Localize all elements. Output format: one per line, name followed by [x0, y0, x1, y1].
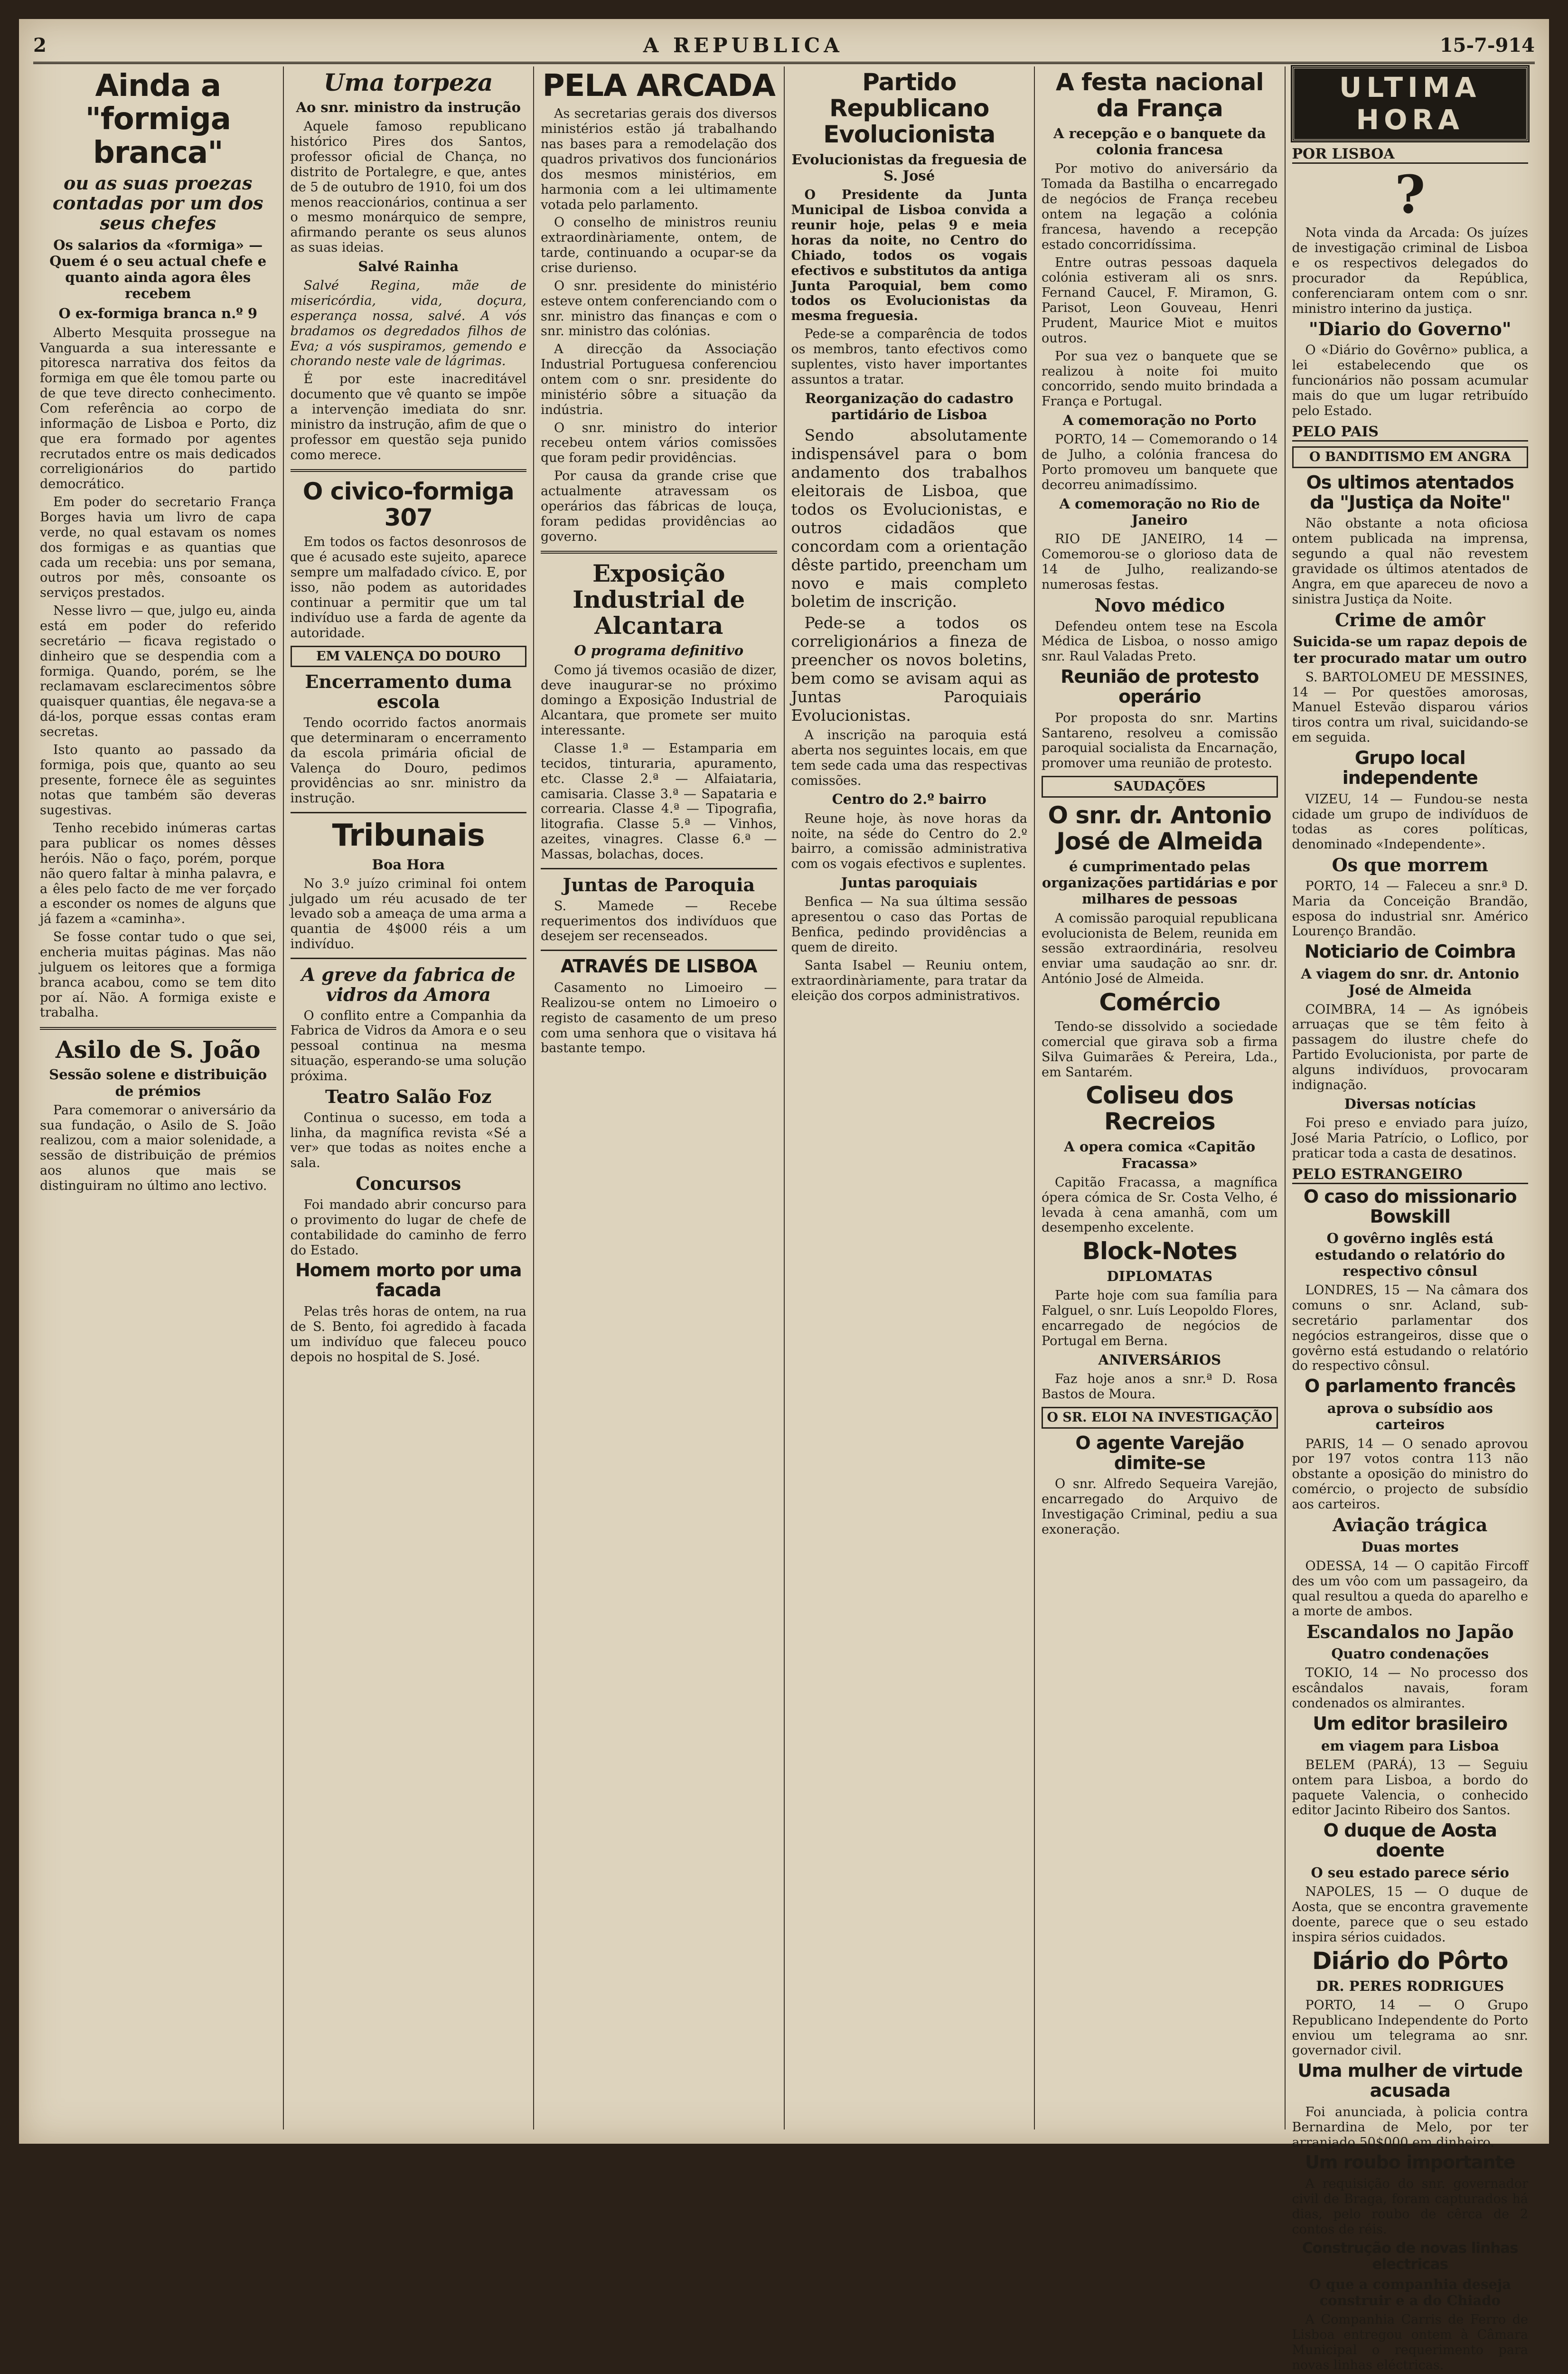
article-text: Tenho recebido inúmeras cartas para publicar os nomes dêsses heróis. Não o faço, porém, porque não quero faltar à minha palavra, e a êles pelo facto de me ver forçado a esconder os nomes de alguns que já fazem a «caminha». — [40, 821, 276, 927]
headline: Uma mulher de virtude acusada — [1297, 2060, 1523, 2101]
article-text: VIZEU, 14 — Fundou-se nesta cidade um grupo de indivíduos de todas as cores políticas, denominado «Independente». — [1292, 791, 1528, 852]
headline: Construção de novas linhas electricas — [1302, 2239, 1518, 2273]
article-text: LONDRES, 15 — Na câmara dos comuns o snr. Acland, sub-secretário parlamentar dos negócios estrangeiros, disse que o govêrno está estudando o relatório do respectivo cônsul. — [1292, 1283, 1528, 1374]
subheadline: Ao snr. ministro da instrução — [296, 99, 521, 115]
article-text: PORTO, 14 — O Grupo Republicano Independente do Porto enviou um telegrama ao snr. governador civil. — [1292, 1997, 1528, 2058]
article-text: Como já tivemos ocasião de dizer, deve inaugurar-se no próximo domingo a Exposição Industrial de Alcantara, que promete ser muito interessante. — [541, 662, 777, 738]
article-text: A direcção da Associação Industrial Portuguesa conferenciou ontem com o snr. presidente do ministério sôbre a situação da indústria. — [541, 342, 777, 417]
article-text: Foi mandado abrir concurso para o provimento do lugar de chefe de contabilidade do caminho de ferro do Estado. — [290, 1197, 526, 1258]
article-text: Para comemorar o aniversário da sua fundação, o Asilo de S. João realizou, com a maior solenidade, a sessão de distribuição de prémios aos alunos que mais se distinguiram no último ano lectivo. — [40, 1102, 276, 1194]
article-text: Se fosse contar tudo o que sei, encheria muitas páginas. Mas não julguem os leitores que a formiga branca acabou, como se tem dito por aí. Não. A formiga existe e trabalha. — [40, 930, 276, 1020]
newspaper-page — [19, 19, 1549, 2373]
divider — [40, 1027, 276, 1030]
headline-secondary: ou as suas proezas contadas por um dos seus chefes — [52, 172, 263, 234]
headline: Grupo local independente — [1342, 747, 1478, 788]
headline: Ainda a "formiga branca" — [85, 68, 231, 170]
headline: A festa nacional da França — [1055, 68, 1264, 122]
headline: Os que morrem — [1332, 854, 1488, 876]
issue-date: 15-7-914 — [1439, 34, 1535, 57]
article-text: Por motivo do aniversário da Tomada da Bastilha o encarregado de negócios de França recebeu ontem na legação a colónia francesa, havendo a recepção estado concorridíssima. — [1042, 161, 1278, 252]
headline: Encerramento duma escola — [305, 671, 512, 713]
headline: A greve da fabrica de vidros da Amora — [301, 964, 516, 1005]
section-box: EM VALENÇA DO DOURO — [291, 646, 527, 668]
article-text: Isto quanto ao passado da formiga, pois que, quanto ao seu presente, fornece êle as seguintes notas que também são deveras sugestivas. — [40, 742, 276, 818]
article-text: PARIS, 14 — O senado aprovou por 197 votos contra 113 não obstante a oposição do ministro do comércio, o projecto de subsídio aos carteiros. — [1292, 1436, 1528, 1512]
article-text: Aquele famoso republicano histórico Pires dos Santos, professor oficial de Chança, no distrito de Portalegre, e que, antes de 5 de outubro de 1910, foi um dos menos reaccionários, continua a ser o mesmo monárquico de sempre, afirmando perante os seus alunos as suas ideias. — [290, 119, 526, 255]
headline: Os ultimos atentados da "Justiça da Noite" — [1306, 471, 1514, 513]
article-text: Santa Isabel — Reuniu ontem, extraordinàriamente, para tratar da eleição dos corpos administrativos. — [791, 958, 1027, 1003]
article-text: Salvé Regina, mãe de misericórdia, vida, doçura, esperança nossa, salvé. A vós bradamos os degredados filhos de Eva; a vós suspiramos, gemendo e chorando neste vale de lágrimas. — [290, 278, 526, 369]
headline: Block-Notes — [1082, 1237, 1237, 1265]
section-header: PELO ESTRANGEIRO — [1292, 1166, 1529, 1184]
article-text: É por este inacreditável documento que vê quanto se impõe a intervenção imediata do snr. ministro da instrução, afim de que o professor em questão seja punido como merece. — [290, 372, 526, 462]
headline: Asilo de S. João — [55, 1036, 261, 1064]
headline: Crime de amôr — [1335, 609, 1485, 631]
article-text: COIMBRA, 14 — As ignóbeis arruaças que se têm feito à passagem do ilustre chefe do Partido Evolucionista, por parte de alguns indivíduos, provocaram indignação. — [1292, 1002, 1528, 1093]
article-text: ODESSA, 14 — O capitão Fircoff des um vôo com um passageiro, da qual resultou a queda do aparelho e a morte de ambos. — [1292, 1558, 1528, 1619]
headline: Juntas de Paroquia — [563, 874, 755, 895]
column-6 — [1286, 66, 1535, 2373]
article-text: Por proposta do snr. Martins Santareno, resolveu a comissão paroquial socialista da Encarnação, promover uma reunião de protesto. — [1042, 710, 1278, 771]
divider — [291, 812, 527, 813]
subheadline: O programa definitivo — [574, 642, 744, 659]
article-text: Defendeu ontem tese na Escola Médica de Lisboa, o nosso amigo snr. Raul Valadas Preto. — [1042, 619, 1278, 664]
section-header: POR LISBOA — [1292, 146, 1529, 164]
subheadline: Reorganização do cadastro partidário de Lisboa — [805, 390, 1014, 423]
masthead — [33, 28, 1535, 64]
article-text: S. BARTOLOMEU DE MESSINES, 14 — Por questões amorosas, Manuel Estevão disparou vários tiros contra um rival, suicidando-se em seguida. — [1292, 669, 1528, 745]
subheadline: DIPLOMATAS — [1107, 1268, 1213, 1285]
headline: PELA ARCADA — [542, 68, 775, 104]
subheadline: é cumprimentado pelas organizações partidárias e por milhares de pessoas — [1042, 858, 1277, 907]
article-text: RIO DE JANEIRO, 14 — Comemorou-se o glorioso data de 14 de Julho, realizando-se numerosas festas. — [1042, 532, 1278, 592]
article-text: Sendo absolutamente indispensável para o bom andamento dos trabalhos eleitorais de Lisboa, que todos os Evolucionistas, e outros cidadãos que concordam com a orientação dêste partido, preencham um novo e mais completo boletim de inscrição. — [791, 426, 1027, 611]
section-box: O BANDITISMO EM ANGRA — [1292, 446, 1529, 468]
column-2 — [284, 66, 535, 2129]
article-text: Tendo ocorrido factos anormais que determinaram o encerramento da escola primária oficial de Valença do Douro, pedimos providências ao snr. ministro da instrução. — [290, 715, 526, 806]
article-text: S. Mamede — Recebe requerimentos dos indivíduos que desejem ser recenseados. — [541, 898, 777, 944]
article-text: Capitão Fracassa, a magnífica ópera cómica de Sr. Costa Velho, é levada à cena amanhã, com um desempenho excelente. — [1042, 1175, 1278, 1235]
article-text: Pede-se a todos os correligionários a fineza de preencher os novos boletins, bem como se avisam aqui as Juntas Paroquiais Evolucionistas. — [791, 613, 1027, 725]
headline: Noticiario de Coimbra — [1304, 941, 1516, 962]
subheadline: A comemoração no Rio de Janeiro — [1059, 495, 1260, 528]
subheadline: O govêrno inglês está estudando o relatório do respectivo cônsul — [1315, 1230, 1505, 1279]
subheadline: O seu estado parece sério — [1311, 1864, 1509, 1881]
section-box: SAUDAÇÕES — [1042, 776, 1278, 798]
article-text: Faz hoje anos a snr.ª D. Rosa Bastos de Moura. — [1042, 1372, 1278, 1402]
page-number: 2 — [33, 34, 47, 57]
article-text: PORTO, 14 — Faleceu a snr.ª D. Maria da Conceição Brandão, esposa do industrial snr. Américo Lourenço Brandão. — [1292, 878, 1528, 939]
headline: Concursos — [356, 1173, 461, 1195]
article-text: Nota vinda da Arcada: Os juízes de investigação criminal de Lisboa e os respectivos delegados do procurador da República, conferenciaram ontem com o snr. ministro interino da justiça. — [1292, 226, 1528, 316]
article-text: A requisição do snr. governador civil de Braga, foram capturados há dias, pelo roubo de cêrca de 2 contos de réis. — [1292, 2176, 1528, 2237]
subheadline: DR. PERES RODRIGUES — [1316, 1978, 1504, 1994]
headline: Um editor brasileiro — [1313, 1713, 1508, 1734]
article-text: As secretarias gerais dos diversos ministérios estão já trabalhando nas bases para a remodelação dos quadros privativos dos funcionários dos mesmos ministérios, em harmonia com a lei ultimamente votada pelo parlamento. — [541, 106, 777, 212]
article-text: O conselho de ministros reuniu extraordinàriamente, ontem, de tarde, continuando a ocupar-se da crise durienso. — [541, 215, 777, 275]
divider — [541, 950, 777, 951]
article-text: Em todos os factos desonrosos de que é acusado este sujeito, aparece sempre um malfadado cívico. E, por isso, não podem as autoridades continuar a permitir que um tal indivíduo use a farda de agente da autoridade. — [290, 535, 526, 641]
headline: Novo médico — [1094, 594, 1225, 616]
section-box: O SR. ELOI NA INVESTIGAÇÃO — [1042, 1407, 1278, 1429]
subheadline: A comemoração no Porto — [1062, 412, 1257, 429]
article-text: Continua o sucesso, em toda a linha, da magnífica revista «Sé a ver» que todas as noites enche a sala. — [290, 1110, 526, 1171]
column-5 — [1035, 66, 1286, 2129]
subheadline: ANIVERSÁRIOS — [1098, 1351, 1221, 1368]
article-text: TOKIO, 14 — No processo dos escândalos navais, foram condenados os almirantes. — [1292, 1666, 1528, 1711]
article-text: Por causa da grande crise que actualmente atravessam os operários das fábricas de louça, foram pedidas providências ao governo. — [541, 469, 777, 544]
subheadline: A opera comica «Capitão Fracassa» — [1064, 1139, 1256, 1171]
subheadline: Centro do 2.º bairro — [832, 791, 986, 808]
subheadline: Boa Hora — [372, 856, 445, 873]
headline: Aviação trágica — [1333, 1514, 1488, 1536]
article-text: Casamento no Limoeiro — Realizou-se ontem no Limoeiro o registo de casamento de um preso com uma senhora que o visitava há bastante tempo. — [541, 980, 777, 1056]
headline: Um roubo importante — [1305, 2152, 1515, 2173]
article-text: O snr. Alfredo Sequeira Varejão, encarregado do Arquivo de Investigação Criminal, pediu a sua exoneração. — [1042, 1477, 1278, 1537]
column-3 — [534, 66, 785, 2129]
subheadline: Suicida-se um rapaz depois de ter procurado matar um outro — [1293, 633, 1528, 666]
article-text: Pelas três horas de ontem, na rua de S. Bento, foi agredido à facada um indivíduo que faleceu pouco depois no hospital de S. José. — [290, 1304, 526, 1365]
article-text: BELEM (PARÁ), 13 — Seguiu ontem para Lisboa, a bordo do paquete Valencia, o conhecido editor Jacinto Ribeiro dos Santos. — [1292, 1757, 1528, 1818]
headline: Comércio — [1099, 988, 1221, 1016]
article-text: O snr. presidente do ministério esteve ontem conferenciando com o snr. ministro das finanças e com o snr. ministro das colónias. — [541, 278, 777, 339]
subheadline: A viagem do snr. dr. Antonio José de Almeida — [1301, 966, 1520, 999]
article-text: A comissão paroquial republicana evolucionista de Belem, reunida em sessão extraordinária, resolveu enviar uma saudação ao snr. dr. António José de Almeida. — [1042, 911, 1278, 987]
article-text: O snr. ministro do interior recebeu ontem vários comissões que foram pedir providências. — [541, 420, 777, 466]
headline: Homem morto por uma facada — [295, 1260, 522, 1301]
headline: "Diario do Governo" — [1308, 318, 1512, 340]
subheadline: O ex-formiga branca n.º 9 — [58, 305, 258, 322]
headline: O civico-formiga 307 — [302, 478, 514, 532]
subheadline: em viagem para Lisboa — [1321, 1737, 1499, 1754]
headline: Diário do Pôrto — [1312, 1947, 1508, 1975]
article-text: Parte hoje com sua família para Falguel, o snr. Luís Leopoldo Flores, encarregado de negócios de Portugal em Berna. — [1042, 1288, 1278, 1349]
headline: ATRAVÉS DE LISBOA — [560, 956, 757, 977]
subheadline: Duas mortes — [1361, 1538, 1459, 1555]
subheadline: Evolucionistas da freguesia de S. José — [791, 151, 1027, 184]
article-text: No 3.º juízo criminal foi ontem julgado um réu acusado de ter levado sob a ameaça de uma arma a quantia de 4$000 réis a um indivíduo. — [290, 876, 526, 952]
subheadline: Diversas notícias — [1344, 1095, 1476, 1112]
section-header: PELO PAIS — [1292, 424, 1529, 442]
article-text: Não obstante a nota oficiosa ontem publicada na imprensa, segundo a qual não revestem gravidade os últimos atentados de Angra, em que apareceu de novo a sinistra Justiça da Noite. — [1292, 516, 1528, 607]
column-4 — [785, 66, 1035, 2129]
article-text: O Presidente da Junta Municipal de Lisboa convida a reunir hoje, pelas 9 e meia horas da noite, no Centro do Chiado, todos os vogais efectivos e substitutos da antiga Junta Paroquial, bem como todos os Evolucionistas da mesma freguesia. — [791, 188, 1027, 324]
article-text: Entre outras pessoas daquela colónia estiveram ali os snrs. Fernand Caucel, F. Miramon, G. Parisot, Leon Gouveau, Henri Prudent, Maurice Miot e muitos outros. — [1042, 255, 1278, 346]
subheadline: Quatro condenações — [1331, 1646, 1489, 1662]
headline: O agente Varejão dimite-se — [1075, 1432, 1244, 1473]
headline: Partido Republicano Evolucionista — [823, 68, 995, 148]
article-text: PORTO, 14 — Comemorando o 14 de Julho, a colónia francesa do Porto promoveu um banquete que decorreu animadíssimo. — [1042, 432, 1278, 492]
subheadline: O que a companhia deseja construir e a do Chiado — [1309, 2276, 1512, 2309]
headline: Reunião de protesto operário — [1061, 666, 1259, 707]
article-text: Benfica — Na sua última sessão apresentou o caso das Portas de Benfica, pedindo providências a quem de direito. — [791, 895, 1027, 955]
article-text: Nesse livro — que, julgo eu, ainda está em poder do referido secretário — ficava registado o dinheiro que se despendia com a formiga. Quando, porém, se lhe reclamavam esclarecimentos sôbre quaisquer quantias, êle negava-se a dá-los, porque essas contas eram secretas. — [40, 603, 276, 739]
headline: O snr. dr. Antonio José de Almeida — [1048, 801, 1272, 855]
column-1 — [33, 66, 284, 2129]
article-text: O conflito entre a Companhia da Fabrica de Vidros da Amora e o seu pessoal continua na mesma situação, esperando-se uma solução próxima. — [290, 1008, 526, 1084]
ultima-hora-banner: ULTIMA HORA — [1292, 66, 1529, 141]
article-text: NAPOLES, 15 — O duque de Aosta, que se encontra gravemente doente, parece que o seu estado inspira sérios cuidados. — [1292, 1884, 1528, 1945]
headline: O parlamento francês — [1304, 1375, 1516, 1397]
article-text: Foi anunciada, à policia contra Bernardina de Melo, por ter arranjado 50$000 em dinheiro. — [1292, 2104, 1528, 2150]
headline: O caso do missionario Bowskill — [1303, 1186, 1517, 1227]
headline: Exposição Industrial de Alcantara — [573, 559, 745, 640]
divider — [291, 958, 527, 959]
article-text: Classe 1.ª — Estamparia em tecidos, tinturaria, apuramento, etc. Classe 2.ª — Alfaiataria, camisaria. Classe 3.ª — Sapataria e correaria. Classe 4.ª — Tipografia, litografia. Classe 5.ª — Vinhos, azeites, vinagres. Classe 6.ª — Massas, bolachas, doces. — [541, 741, 777, 862]
headline: Teatro Salão Foz — [325, 1085, 492, 1107]
article-text: Reune hoje, às nove horas da noite, na séde do Centro do 2.º bairro, a comissão administrativa com os vogais efectivos e suplentes. — [791, 811, 1027, 872]
article-text: Foi preso e enviado para juízo, José Maria Patrício, o Loflico, por praticar toda a casta de desatinos. — [1292, 1115, 1528, 1161]
headline: Escandalos no Japão — [1306, 1621, 1514, 1643]
article-text: Tendo-se dissolvido a sociedade comercial que girava sob a firma Silva Guimarães & Pereira, Lda., em Santarém. — [1042, 1019, 1278, 1080]
headline: Uma torpeza — [323, 68, 493, 96]
article-text: Alberto Mesquita prossegue na Vanguarda a sua interessante e pitoresca narrativa dos feitos da formiga em que êle tomou parte ou de que teve directo conhecimento. Com referência ao corpo de informação de Lisboa e Porto, diz que era formado por agentes recrutados entre os mais dedicados correligionários do partido democrático. — [40, 325, 276, 492]
article-text: Pede-se a comparência de todos os membros, tanto efectivos como suplentes, visto haver importantes assuntos a tratar. — [791, 327, 1027, 387]
article-text: Em poder do secretario França Borges havia um livro de capa verde, no qual estavam os nomes dos formigas e as quantias que cada um recebia: uns por semana, outros por mês, consoante os serviços prestados. — [40, 495, 276, 601]
article-text: Por sua vez o banquete que se realizou à noite foi muito concorrido, sendo muito brindada a França e Portugal. — [1042, 349, 1278, 409]
article-text: A inscrição na paroquia está aberta nos seguintes locais, em que tem sede cada uma das respectivas comissões. — [791, 728, 1027, 788]
divider — [541, 868, 777, 869]
subheadline: A recepção e o banquete da colonia francesa — [1053, 125, 1266, 158]
columns — [33, 66, 1535, 2373]
headline: O duque de Aosta doente — [1323, 1820, 1497, 1861]
article-text: O «Diário do Govêrno» publica, a lei estabelecendo que os funcionários não possam acumular mais do que um lugar retribuído pelo Estado. — [1292, 343, 1528, 418]
divider — [541, 551, 777, 554]
subheadline: Sessão solene e distribuição de prémios — [49, 1066, 267, 1099]
headline: Coliseu dos Recreios — [1086, 1082, 1234, 1136]
subheadline: Salvé Rainha — [358, 258, 459, 274]
subheadline: Os salarios da «formiga» — Quem é o seu actual chefe e quanto ainda agora êles recebem — [49, 236, 267, 302]
divider — [291, 469, 527, 472]
subheadline: Juntas paroquiais — [841, 875, 977, 891]
headline: Tribunais — [332, 818, 485, 854]
question-mark: ? — [1395, 164, 1426, 226]
subheadline: aprova o subsídio aos carteiros — [1327, 1400, 1493, 1433]
newspaper-title: A REPUBLICA — [643, 33, 843, 57]
article-text: A Companhia Carris de Ferro de Lisboa entregou ontem à Câmara Municipal o requerimento para novas linhas eléctricas. — [1292, 2312, 1528, 2373]
